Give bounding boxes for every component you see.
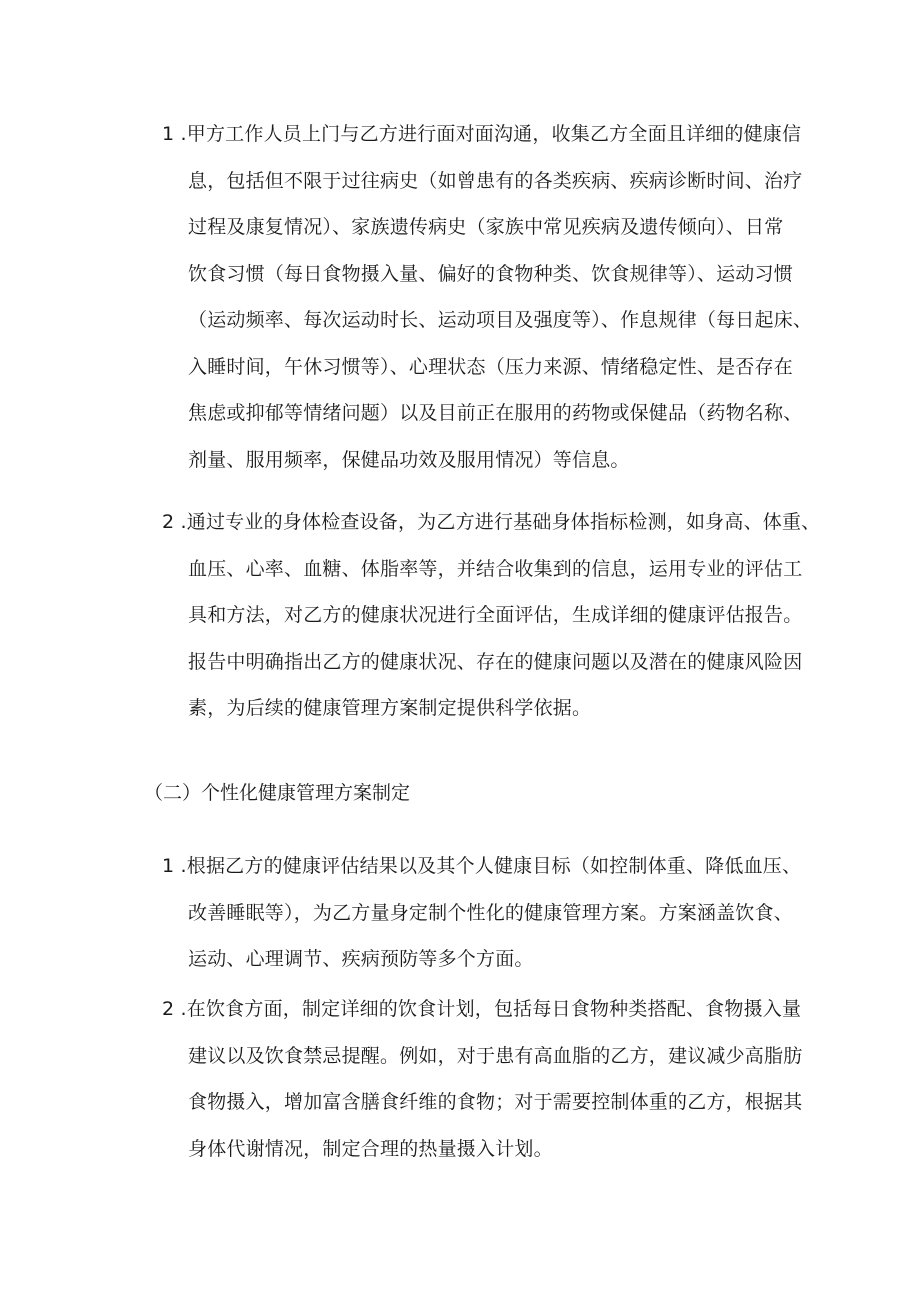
paragraph-line: 血压、心率、血糖、体脂率等，并结合收集到的信息，运用专业的评估工 [188,557,803,580]
paragraph-line: 焦虑或抑郁等情绪问题）以及目前正在服用的药物或保健品（药物名称、 [188,402,803,424]
paragraph-line: 运动、心理调节、疾病预防等多个方面。 [188,948,534,970]
list-item [162,843,802,983]
list-item [162,986,803,1172]
paragraph-line: 食物摄入，增加富含膳食纤维的食物；对于需要控制体重的乙方，根据其 [188,1091,803,1113]
paragraph-line: 过程及康复情况）、家族遗传病史（家族中常见疾病及遗传倾向）、日常 [188,216,784,238]
list-item [162,499,821,732]
paragraph-line: 身体代谢情况，制定合理的热量摄入计划。 [188,1137,553,1160]
paragraph-line: 具和方法，对乙方的健康状况进行全面评估，生成详细的健康评估报告。 [188,604,803,626]
paragraph-line: 息，包括但不限于过往病史（如曾患有的各类疾病、疾病诊断时间、治疗 [188,169,803,192]
paragraph-line: 改善睡眠等），为乙方量身定制个性化的健康管理方案。方案涵盖饮食、 [188,901,793,924]
paragraph-line: 剂量、服用频率，保健品功效及服用情况）等信息。 [188,448,630,471]
paragraph-line: 报告中明确指出乙方的健康状况、存在的健康问题以及潜在的健康风险因 [188,650,803,673]
paragraph-line: 2 .通过专业的身体检查设备，为乙方进行基础身体指标检测，如身高、体重、 [162,511,821,533]
paragraph-line: 2 .在饮食方面，制定详细的饮食计划，包括每日食物种类搭配、食物摄入量 [162,998,802,1020]
paragraph-line: 饮食习惯（每日食物摄入量、偏好的食物种类、饮食规律等）、运动习惯 [188,262,793,285]
paragraph-line: 入睡时间，午休习惯等）、心理状态（压力来源、情绪稳定性、是否存在 [188,355,793,378]
section-heading: （二）个性化健康管理方案制定 [144,782,411,804]
list-item [162,111,813,483]
paragraph-line: 建议以及饮食禁忌提醒。例如，对于患有高血脂的乙方，建议减少高脂肪 [188,1044,803,1067]
paragraph-line: 1 .根据乙方的健康评估结果以及其个人健康目标（如控制体重、降低血压、 [162,855,802,877]
paragraph-line: （运动频率、每次运动时长、运动项目及强度等）、作息规律（每日起床、 [188,309,813,331]
paragraph-line: 素，为后续的健康管理方案制定提供科学依据。 [188,697,592,719]
paragraph-line: 1 .甲方工作人员上门与乙方进行面对面沟通，收集乙方全面且详细的健康信 [162,123,802,145]
